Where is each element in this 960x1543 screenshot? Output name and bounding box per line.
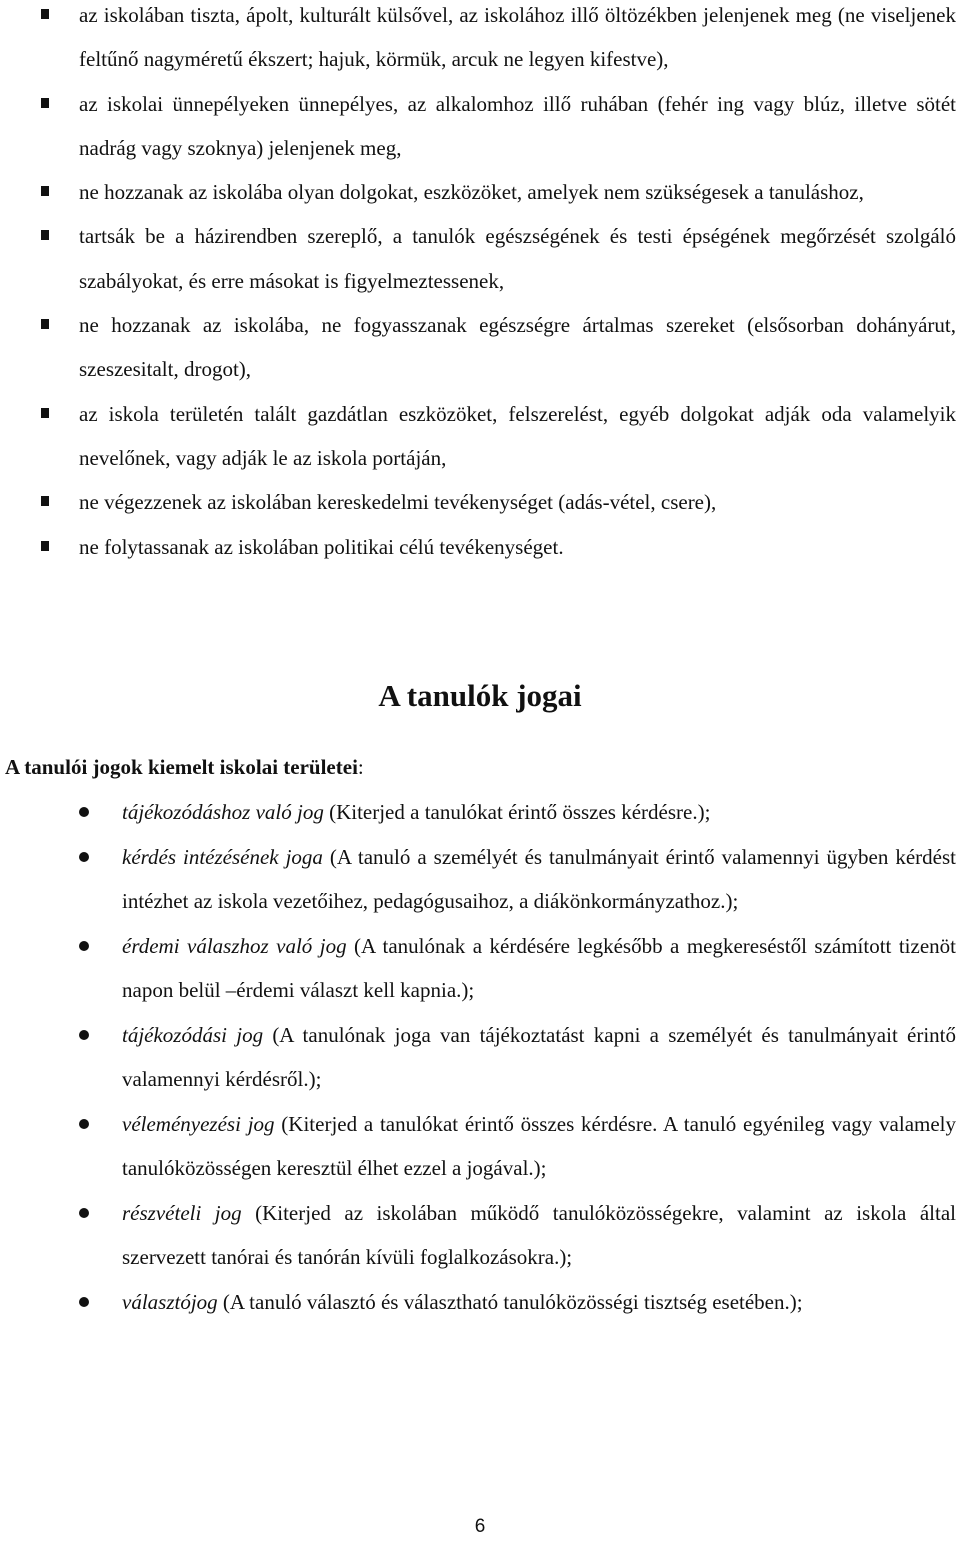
round-bullet-icon (79, 1030, 89, 1040)
list-item (0, 790, 960, 835)
list-item (0, 480, 960, 524)
square-bullet-icon (41, 408, 49, 418)
round-bullet-icon (79, 1119, 89, 1129)
list-item (0, 835, 960, 924)
rule-text: az iskola területén talált gazdátlan eszközöket, felszerelést, egyéb dolgokat adják oda valamelyik nevelőnek, vagy adják le az iskola portáján, (79, 401, 956, 470)
right-term: véleményezési jog (122, 1111, 275, 1136)
right-term: választójog (122, 1289, 218, 1314)
right-description: (A tanulónak a kérdésére legkésőbb a megkereséstől számított tizenöt napon belül –érdemi választ kell kapnia.); (122, 933, 956, 1002)
square-bullet-icon (41, 98, 49, 108)
right-term: érdemi válaszhoz való jog (122, 933, 347, 958)
round-bullet-icon (79, 852, 89, 862)
list-item (0, 525, 960, 569)
square-bullet-icon (41, 186, 49, 196)
list-item (0, 0, 960, 82)
round-bullet-icon (79, 1208, 89, 1218)
rule-text: ne folytassanak az iskolában politikai célú tevékenységet. (79, 534, 564, 559)
subheading (5, 745, 364, 789)
list-item (0, 1102, 960, 1191)
list-item (0, 924, 960, 1013)
list-item (0, 303, 960, 392)
right-description: (Kiterjed a tanulókat érintő összes kérdésre.); (323, 800, 711, 824)
list-item (0, 1280, 960, 1325)
right-description: (A tanulónak joga van tájékoztatást kapni a személyét és tanulmányait érintő valamennyi kérdésről.); (122, 1022, 957, 1091)
subheading-suffix: : (357, 755, 364, 779)
list-item (0, 1191, 960, 1280)
square-bullet-icon (41, 496, 49, 506)
round-bullet-icon (79, 941, 89, 951)
right-term: tájékozódáshoz való jog (122, 800, 324, 824)
list-item (0, 214, 960, 303)
rule-text: az iskolai ünnepélyeken ünnepélyes, az alkalomhoz illő ruhában (fehér ing vagy blúz, illetve sötét nadrág vagy szoknya) jelenjenek meg, (79, 91, 956, 160)
right-description: (Kiterjed az iskolában működő tanulóközösségekre, valamint az iskola által szervezett tanórai és tanórán kívüli foglalkozásokra.); (122, 1200, 957, 1269)
list-item (0, 170, 960, 214)
list-item (0, 82, 960, 171)
list-item (0, 392, 960, 481)
right-description: (Kiterjed a tanulókat érintő összes kérdésre. A tanuló egyénileg vagy valamely tanulóközösségen keresztül élhet ezzel a jogával.); (122, 1111, 956, 1180)
rule-text: tartsák be a házirendben szereplő, a tanulók egészségének és testi épségének megőrzését szolgáló szabályokat, és erre másokat is figyelmeztessenek, (79, 224, 956, 293)
right-term: tájékozódási jog (122, 1022, 264, 1047)
square-bullet-icon (41, 9, 49, 19)
section-title: A tanulók jogai (378, 678, 582, 713)
rule-text: az iskolában tiszta, ápolt, kulturált külsővel, az iskolához illő öltözékben jelenjenek meg (ne viseljenek feltűnő nagyméretű ékszert; hajuk, körmük, arcuk ne legyen kifestve), (79, 3, 956, 72)
rule-text: ne végezzenek az iskolában kereskedelmi tevékenységet (adás-vétel, csere), (79, 490, 717, 515)
right-term: részvételi jog (122, 1200, 242, 1225)
square-bullet-icon (41, 230, 49, 240)
round-bullet-icon (79, 807, 89, 817)
right-description: (A tanuló a személyét és tanulmányait érintő valamennyi ügyben kérdést intézhet az iskola vezetőihez, pedagógusaihoz, a diákönkormányzathoz.); (122, 844, 956, 913)
rule-text: ne hozzanak az iskolába, ne fogyasszanak egészségre ártalmas szereket (elsősorban dohányárut, szeszesitalt, drogot), (79, 313, 956, 382)
square-bullet-icon (41, 319, 49, 329)
square-bullet-icon (41, 541, 49, 551)
list-item (0, 1013, 960, 1102)
rule-text: ne hozzanak az iskolába olyan dolgokat, eszközöket, amelyek nem szükségesek a tanuláshoz, (79, 180, 864, 205)
rights-list (0, 790, 960, 1324)
round-bullet-icon (79, 1297, 89, 1307)
rules-list (0, 0, 960, 569)
page-number: 6 (474, 1516, 486, 1537)
right-term: kérdés intézésének joga (122, 844, 323, 869)
right-description: (A tanuló választó és választható tanulóközösségi tisztség esetében.); (217, 1289, 803, 1314)
subheading-text: A tanulói jogok kiemelt iskolai területei (5, 755, 358, 779)
